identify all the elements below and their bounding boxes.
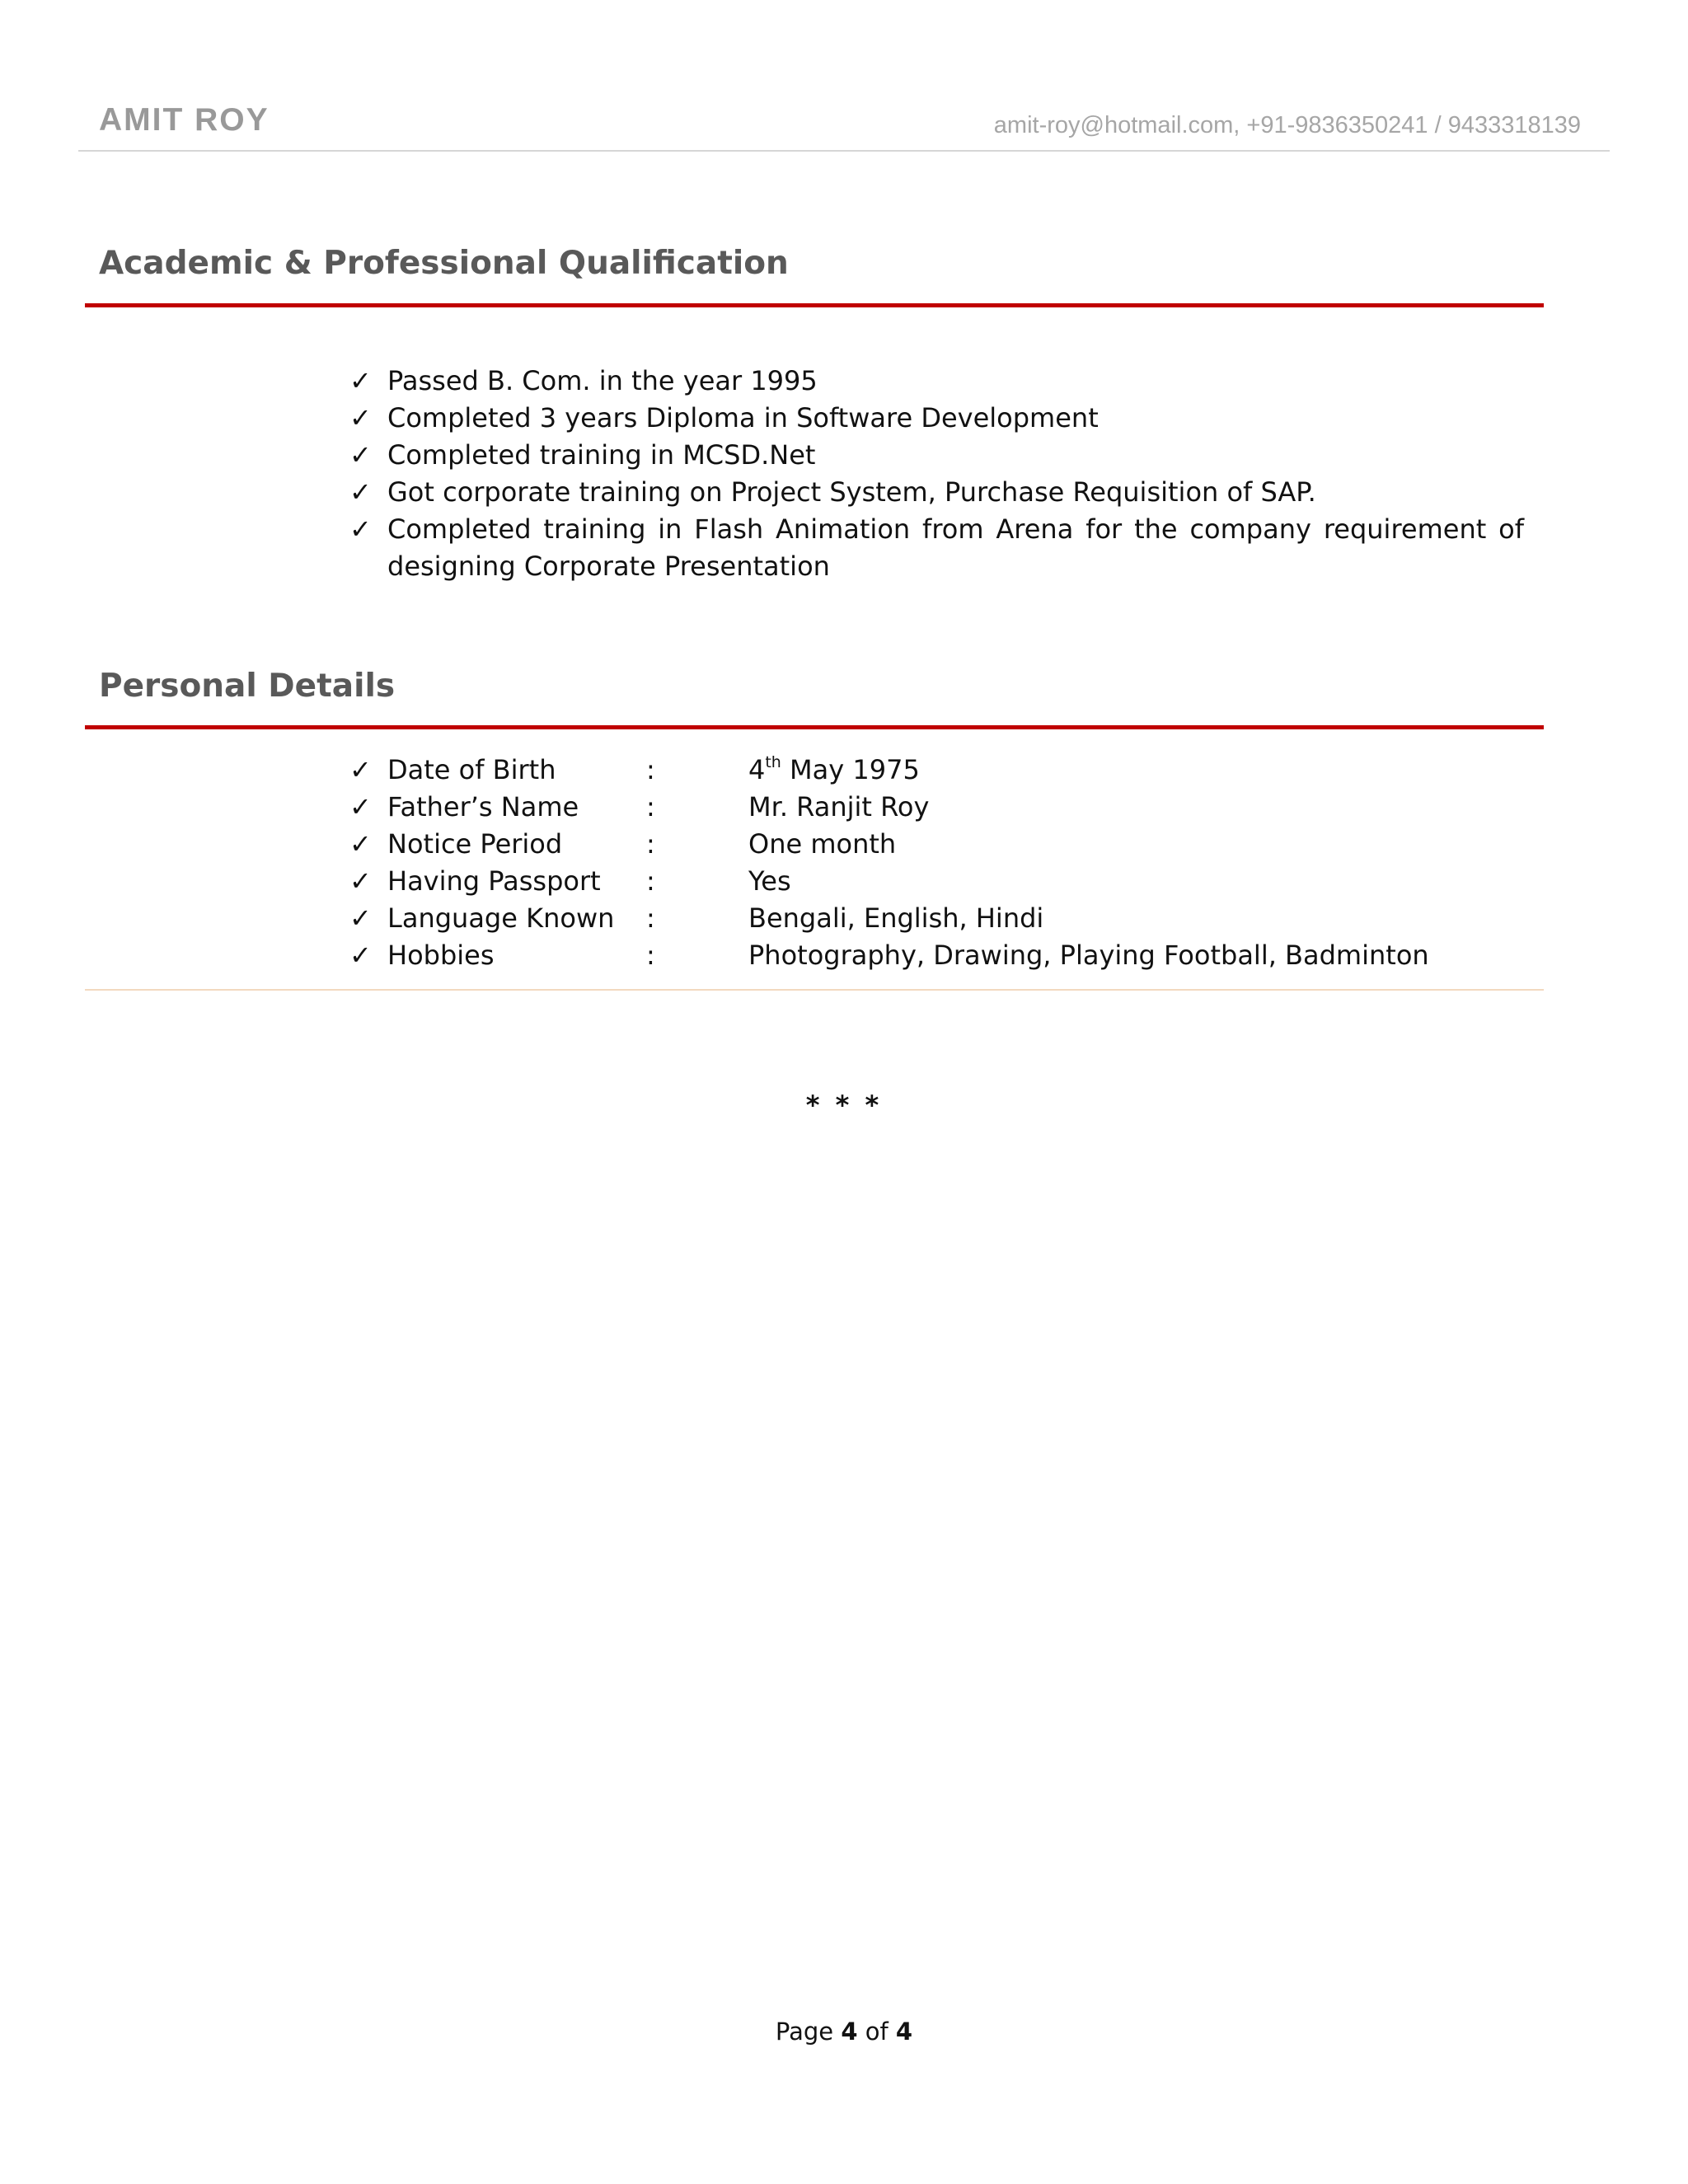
detail-row-languages — [349, 900, 1524, 937]
qualification-text: Got corporate training on Project System, Purchase Requisition of SAP. — [387, 476, 1316, 508]
checkmark-icon: ✓ — [349, 513, 372, 545]
checkmark-icon: ✓ — [349, 402, 372, 434]
academic-section-rule — [85, 303, 1544, 307]
dob-ordinal-suffix: th — [765, 753, 781, 772]
detail-separator: : — [646, 865, 655, 897]
detail-row-notice-period — [349, 826, 1524, 863]
detail-label: Having Passport — [387, 865, 601, 897]
detail-value: Mr. Ranjit Roy — [748, 791, 930, 823]
detail-label: Language Known — [387, 902, 615, 934]
detail-separator: : — [646, 791, 655, 823]
qualification-list — [349, 363, 1524, 585]
detail-label: Notice Period — [387, 828, 563, 860]
personal-section-title: Personal Details — [99, 668, 396, 705]
detail-row-hobbies — [349, 937, 1524, 974]
checkmark-icon: ✓ — [349, 828, 372, 860]
list-item — [349, 474, 1524, 511]
checkmark-icon: ✓ — [349, 865, 372, 897]
personal-details-table — [349, 752, 1524, 974]
dob-month-year: May 1975 — [781, 754, 920, 785]
list-item — [349, 400, 1524, 437]
list-item — [349, 363, 1524, 400]
header-divider — [78, 150, 1610, 152]
detail-value: One month — [748, 828, 897, 860]
checkmark-icon: ✓ — [349, 940, 372, 971]
checkmark-icon: ✓ — [349, 791, 372, 823]
end-of-document-mark: * * * — [805, 1090, 883, 1121]
detail-separator: : — [646, 902, 655, 934]
qualification-text: Completed 3 years Diploma in Software Development — [387, 402, 1099, 434]
current-page-number: 4 — [841, 2018, 858, 2046]
detail-value: Photography, Drawing, Playing Football, Badminton — [748, 940, 1429, 971]
detail-value — [748, 752, 920, 789]
detail-row-dob — [349, 752, 1524, 789]
list-item — [349, 437, 1524, 474]
of-word: of — [865, 2018, 889, 2046]
checkmark-icon: ✓ — [349, 476, 372, 508]
qualification-text: Passed B. Com. in the year 1995 — [387, 365, 818, 396]
list-item — [349, 511, 1524, 585]
checkmark-icon: ✓ — [349, 754, 372, 785]
qualification-text: Completed training in MCSD.Net — [387, 439, 816, 471]
personal-section-rule — [85, 725, 1544, 729]
qualification-text: Completed training in Flash Animation from Arena for the company requirement of designing Corporate Presentation — [387, 513, 1524, 582]
dob-day: 4 — [748, 754, 766, 785]
detail-separator: : — [646, 754, 655, 785]
detail-label: Hobbies — [387, 940, 495, 971]
detail-label: Date of Birth — [387, 754, 556, 785]
detail-value: Yes — [748, 865, 791, 897]
detail-separator: : — [646, 828, 655, 860]
detail-row-passport — [349, 863, 1524, 900]
detail-value: Bengali, English, Hindi — [748, 902, 1044, 934]
page-word: Page — [775, 2018, 834, 2046]
checkmark-icon: ✓ — [349, 439, 372, 471]
resume-name: AMIT ROY — [99, 102, 270, 138]
academic-section-title: Academic & Professional Qualification — [99, 245, 789, 282]
personal-section-bottom-rule — [85, 989, 1544, 991]
page-footer — [0, 2018, 1688, 2046]
detail-label: Father’s Name — [387, 791, 579, 823]
contact-info: amit-roy@hotmail.com, +91-9836350241 / 9433318139 — [993, 112, 1581, 138]
detail-separator: : — [646, 940, 655, 971]
total-page-count: 4 — [895, 2018, 913, 2046]
detail-row-father-name — [349, 789, 1524, 826]
checkmark-icon: ✓ — [349, 902, 372, 934]
checkmark-icon: ✓ — [349, 365, 372, 396]
